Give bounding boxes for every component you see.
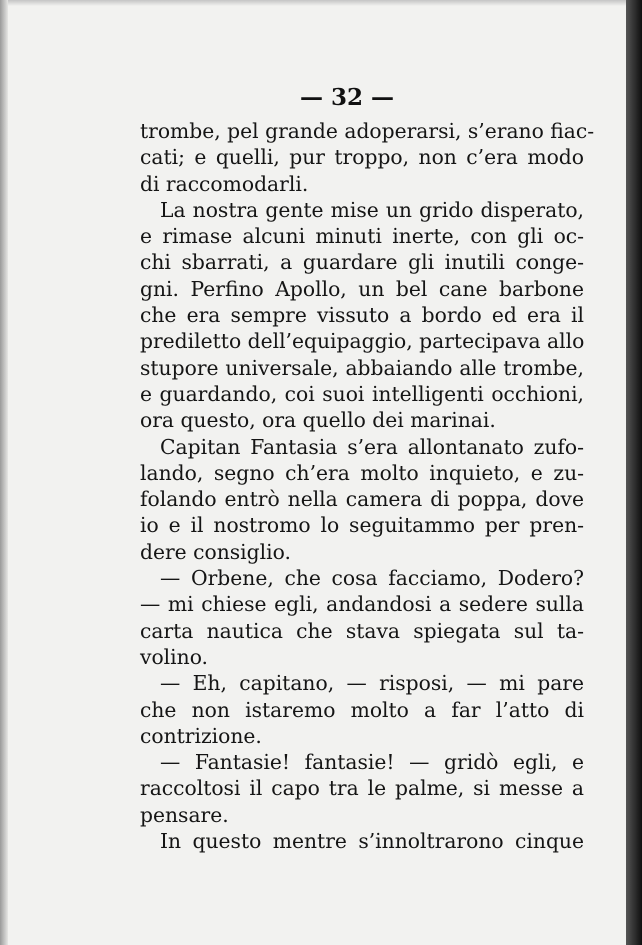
text-line: ora questo, ora quello dei marinai. [140, 408, 496, 433]
text-line: chi sbarrati, a guardare gli inutili conge- [140, 250, 584, 275]
text-line: io e il nostromo lo seguitammo per pren- [140, 513, 584, 538]
page-top-shadow [0, 0, 626, 6]
text-line: — mi chiese egli, andandosi a sedere sulla [140, 592, 584, 617]
text-line: carta nautica che stava spiegata sul ta- [140, 618, 584, 643]
text-line: contrizione. [140, 723, 262, 748]
text-line: e guardando, coi suoi intelligenti occhioni, [140, 381, 584, 406]
text-line: folando entrò nella camera di poppa, dove [140, 487, 584, 512]
text-line: trombe, pel grande adoperarsi, s’erano fiac- [140, 119, 595, 143]
text-line: che non istaremo molto a far l’atto di [140, 697, 584, 722]
text-line: di raccomodarli. [140, 171, 309, 196]
text-line: dere consiglio. [140, 539, 291, 564]
text-line: In questo mentre s’innoltrarono cinque [160, 829, 584, 854]
text-line: volino. [140, 644, 209, 669]
text-line: — Eh, capitano, — risposi, — mi pare [160, 671, 584, 696]
text-line: pensare. [140, 802, 229, 827]
page-number: — 32 — [299, 84, 395, 111]
page-binding-shadow [0, 0, 8, 945]
page-text [140, 118, 595, 854]
text-line: prediletto dell’equipaggio, partecipava allo [140, 329, 585, 354]
text-line: e rimase alcuni minuti inerte, con gli oc- [140, 224, 584, 249]
text-line: cati; e quelli, pur troppo, non c’era modo [140, 145, 584, 170]
page-edge-shadow [626, 0, 642, 945]
text-line: raccoltosi il capo tra le palme, si messe a [140, 776, 584, 801]
text-line: — Fantasie! fantasie! — gridò egli, e [160, 750, 584, 775]
text-line: che era sempre vissuto a bordo ed era il [140, 303, 584, 328]
text-line: Capitan Fantasia s’era allontanato zufo- [160, 434, 584, 459]
text-line: lando, segno ch’era molto inquieto, e zu- [140, 460, 584, 485]
text-line: stupore universale, abbaiando alle trombe, [140, 355, 584, 380]
text-line: — Orbene, che cosa facciamo, Dodero? [160, 566, 584, 591]
text-line: gni. Perfino Apollo, un bel cane barbone [140, 276, 584, 301]
text-line: La nostra gente mise un grido disperato, [160, 197, 584, 222]
